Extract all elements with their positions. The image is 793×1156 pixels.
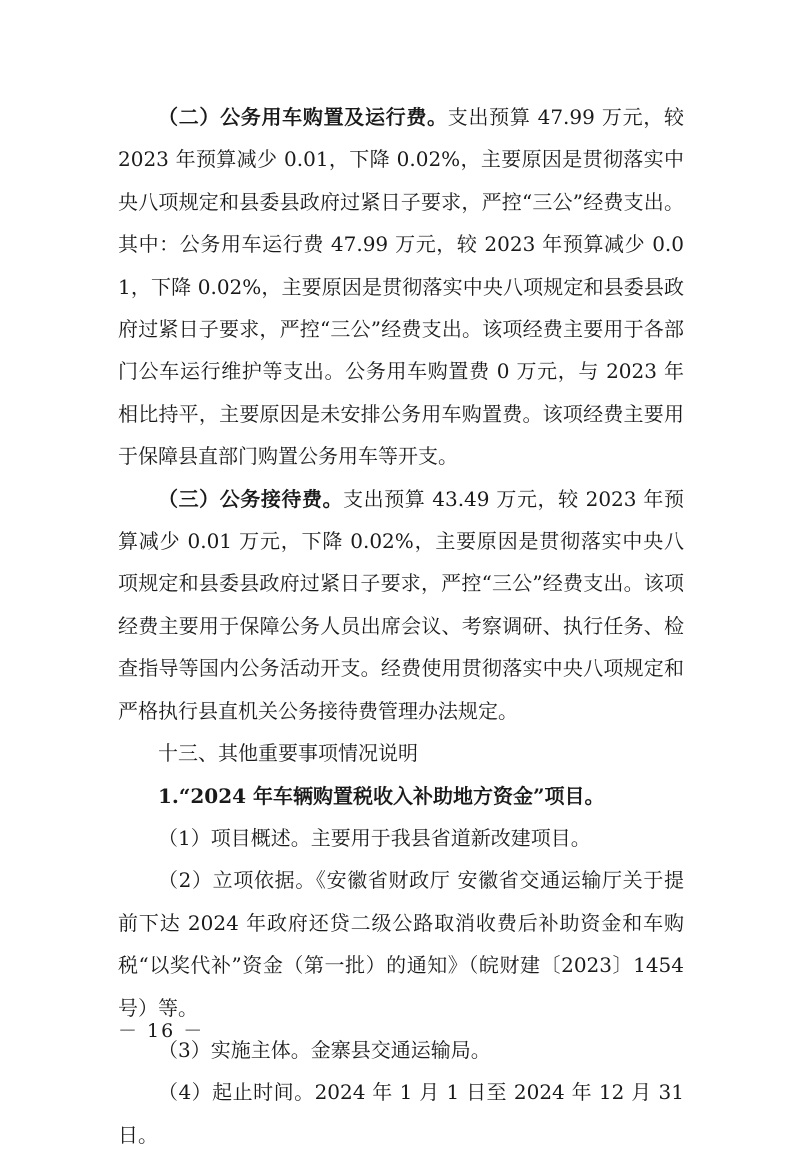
page-number: － 16 －: [118, 1020, 205, 1042]
paragraph-vehicle-costs: [118, 96, 684, 478]
paragraph-text: 支出预算 43.49 万元，较 2023 年预算减少 0.01 万元，下降 0.02%，主要原因是贯彻落实中央八项规定和县委县政府过紧日子要求，严控“三公”经费支出。该项经费主要用于保障公务人员出席会议、考察调研、执行任务、检查指导等国内公务活动开支。经费使用贯彻落实中央八项规定和严格执行县直机关公务接待费管理办法规定。: [118, 486, 684, 723]
paragraph-lead: （三）公务接待费。: [158, 486, 344, 511]
list-item: （2）立项依据。《安徽省财政厅 安徽省交通运输厅关于提前下达 2024 年政府还贷二级公路取消收费后补助资金和车购税“以奖代补”资金（第一批）的通知》（皖财建〔2023〕1454 号）等。: [118, 868, 684, 1020]
document-body: [118, 96, 684, 1156]
item-heading: 1.“2024 年车辆购置税收入补助地方资金”项目。: [158, 783, 605, 808]
list-item: （1）项目概述。主要用于我县省道新改建项目。: [158, 825, 591, 850]
section-heading: 十三、其他重要事项情况说明: [158, 741, 418, 766]
paragraph-reception-costs: [118, 478, 684, 732]
list-item: （3）实施主体。金寨县交通运输局。: [158, 1037, 491, 1062]
paragraph-text: 支出预算 47.99 万元，较 2023 年预算减少 0.01，下降 0.02%，主要原因是贯彻落实中央八项规定和县委县政府过紧日子要求，严控“三公”经费支出。其中：公务用车运行费 47.99 万元，较 2023 年预算减少 0.01，下降 0.02%，主要原因是贯彻落实中央八项规定和县委县政府过紧日子要求，严控“三公”经费支出。该项经费主要用于各部门公车运行维护等支出。公务用车购置费 0 万元，与 2023 年相比持平，主要原因是未安排公务用车购置费。该项经费主要用于保障县直部门购置公务用车等开支。: [118, 105, 684, 469]
paragraph-lead: （二）公务用车购置及运行费。: [158, 105, 448, 129]
list-item: （4）起止时间。2024 年 1 月 1 日至 2024 年 12 月 31 日。: [118, 1080, 684, 1147]
